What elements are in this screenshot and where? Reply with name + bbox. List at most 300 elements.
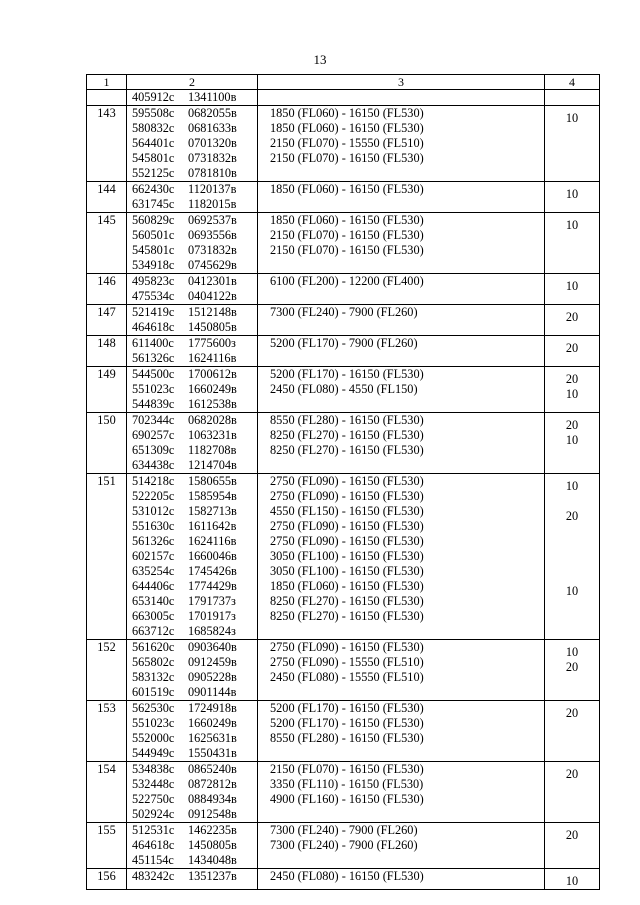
altitude-range: 5200 (FL170) - 16150 (FL530) xyxy=(270,716,424,730)
longitude-code: 1182015в xyxy=(188,197,237,211)
row-number: 152 xyxy=(97,640,116,654)
latitude-code: 521419c xyxy=(132,305,175,319)
altitude-range: 8250 (FL270) - 16150 (FL530) xyxy=(270,428,424,442)
limit-cell xyxy=(545,182,600,213)
page-number: 13 xyxy=(313,52,327,67)
limit-value: 20 xyxy=(565,372,579,386)
longitude-code: 1512148в xyxy=(188,305,237,319)
coordinate-pair xyxy=(132,197,257,212)
coordinates-cell xyxy=(127,90,258,106)
longitude-code: 1182708в xyxy=(188,443,237,457)
row-number-cell xyxy=(87,367,127,413)
limit-value xyxy=(545,494,599,509)
coordinate-pair xyxy=(132,549,257,564)
coordinate-pair xyxy=(132,243,257,258)
airspace-table xyxy=(86,74,600,890)
row-number-cell xyxy=(87,90,127,106)
coordinate-pair xyxy=(132,670,257,685)
altitude-range: 3350 (FL110) - 16150 (FL530) xyxy=(270,777,424,791)
longitude-code: 0412301в xyxy=(188,274,237,288)
coordinate-pair xyxy=(132,489,257,504)
latitude-code: 653140c xyxy=(132,594,175,608)
latitude-code: 663005c xyxy=(132,609,175,623)
longitude-code: 0404122в xyxy=(188,289,237,303)
limit-cell xyxy=(545,305,600,336)
limit-value: 20 xyxy=(565,767,579,781)
coordinate-pair xyxy=(132,504,257,519)
column-header-1: 1 xyxy=(87,75,127,90)
header-row xyxy=(87,75,600,90)
coordinates-cell xyxy=(127,182,258,213)
latitude-code: 595508c xyxy=(132,106,175,120)
latitude-code: 544839c xyxy=(132,397,175,411)
latitude-code: 634438c xyxy=(132,458,175,472)
latitude-code: 580832c xyxy=(132,121,175,135)
altitude-range: 2150 (FL070) - 16150 (FL530) xyxy=(270,762,424,776)
latitude-code: 475534c xyxy=(132,289,175,303)
altitude-range: 5200 (FL170) - 16150 (FL530) xyxy=(270,701,424,715)
coordinate-pair xyxy=(132,534,257,549)
limit-cell xyxy=(545,213,600,274)
table-row xyxy=(87,762,600,823)
longitude-code: 1701917з xyxy=(188,609,236,623)
altitude-range: 7300 (FL240) - 7900 (FL260) xyxy=(270,305,418,319)
limit-value: 10 xyxy=(565,645,579,659)
limit-value: 10 xyxy=(565,874,579,888)
altitude-range: 7300 (FL240) - 7900 (FL260) xyxy=(270,823,418,837)
limit-value: 10 xyxy=(565,479,579,493)
limit-cell xyxy=(545,823,600,869)
coordinate-pair xyxy=(132,320,257,335)
row-number: 147 xyxy=(97,305,116,319)
limit-value xyxy=(545,554,599,569)
latitude-code: 551630c xyxy=(132,519,175,533)
altitude-range: 2750 (FL090) - 16150 (FL530) xyxy=(270,519,424,533)
limit-cell xyxy=(545,274,600,305)
limit-value: 10 xyxy=(565,187,579,201)
row-number-cell xyxy=(87,213,127,274)
coordinates-cell xyxy=(127,762,258,823)
row-number: 143 xyxy=(97,106,116,120)
altitude-range: 2150 (FL070) - 16150 (FL530) xyxy=(270,228,424,242)
limit-cell xyxy=(545,640,600,701)
coordinate-pair xyxy=(132,594,257,609)
altitude-range-cell xyxy=(258,305,545,336)
coordinates-cell xyxy=(127,640,258,701)
latitude-code: 534918c xyxy=(132,258,175,272)
latitude-code: 451154c xyxy=(132,853,174,867)
row-number: 151 xyxy=(97,474,116,488)
latitude-code: 531012c xyxy=(132,504,175,518)
row-number-cell xyxy=(87,823,127,869)
coordinate-pair xyxy=(132,443,257,458)
column-header-2: 2 xyxy=(127,75,258,90)
coordinates-cell xyxy=(127,213,258,274)
latitude-code: 690257c xyxy=(132,428,175,442)
altitude-range-cell xyxy=(258,823,545,869)
longitude-code: 1582713в xyxy=(188,504,237,518)
altitude-range-cell xyxy=(258,213,545,274)
row-number: 155 xyxy=(97,823,116,837)
latitude-code: 534838c xyxy=(132,762,175,776)
longitude-code: 1685824з xyxy=(188,624,236,638)
limit-value: 10 xyxy=(565,218,579,232)
limit-value: 10 xyxy=(565,279,579,293)
longitude-code: 1624116в xyxy=(188,351,237,365)
longitude-code: 0912548в xyxy=(188,807,237,821)
altitude-range: 4550 (FL150) - 16150 (FL530) xyxy=(270,504,424,518)
latitude-code: 562530c xyxy=(132,701,175,715)
longitude-code: 0731832в xyxy=(188,243,237,257)
altitude-range: 2150 (FL070) - 15550 (FL510) xyxy=(270,136,424,150)
table-row xyxy=(87,90,600,106)
row-number-cell xyxy=(87,413,127,474)
altitude-range: 8550 (FL280) - 16150 (FL530) xyxy=(270,731,424,745)
limit-value: 20 xyxy=(565,341,579,355)
altitude-range: 5200 (FL170) - 7900 (FL260) xyxy=(270,336,418,350)
longitude-code: 1120137в xyxy=(188,182,237,196)
coordinate-pair xyxy=(132,213,257,228)
coordinates-cell xyxy=(127,701,258,762)
coordinate-pair xyxy=(132,701,257,716)
longitude-code: 0731832в xyxy=(188,151,237,165)
column-header-3: 3 xyxy=(258,75,545,90)
coordinates-cell xyxy=(127,367,258,413)
latitude-code: 544949c xyxy=(132,746,175,760)
limit-value: 10 xyxy=(565,433,579,447)
table-row xyxy=(87,305,600,336)
altitude-range: 8550 (FL280) - 16150 (FL530) xyxy=(270,413,424,427)
altitude-range-cell xyxy=(258,640,545,701)
longitude-code: 0901144в xyxy=(188,685,237,699)
latitude-code: 561326c xyxy=(132,534,175,548)
altitude-range: 1850 (FL060) - 16150 (FL530) xyxy=(270,579,424,593)
altitude-range: 8250 (FL270) - 16150 (FL530) xyxy=(270,594,424,608)
latitude-code: 611400c xyxy=(132,336,174,350)
longitude-code: 0865240в xyxy=(188,762,237,776)
coordinate-pair xyxy=(132,792,257,807)
coordinate-pair xyxy=(132,640,257,655)
latitude-code: 560829c xyxy=(132,213,175,227)
altitude-range-cell xyxy=(258,413,545,474)
altitude-range-cell xyxy=(258,701,545,762)
altitude-range-cell xyxy=(258,336,545,367)
altitude-range: 1850 (FL060) - 16150 (FL530) xyxy=(270,121,424,135)
coordinate-pair xyxy=(132,136,257,151)
coordinate-pair xyxy=(132,458,257,473)
row-number: 154 xyxy=(97,762,116,776)
table-row xyxy=(87,413,600,474)
altitude-range-cell xyxy=(258,762,545,823)
latitude-code: 631745c xyxy=(132,197,175,211)
table-row xyxy=(87,274,600,305)
coordinates-cell xyxy=(127,305,258,336)
coordinate-pair xyxy=(132,166,257,181)
row-number: 146 xyxy=(97,274,116,288)
limit-cell xyxy=(545,762,600,823)
coordinate-pair xyxy=(132,716,257,731)
row-number-cell xyxy=(87,305,127,336)
coordinate-pair xyxy=(132,228,257,243)
limit-value: 20 xyxy=(565,706,579,720)
latitude-code: 565802c xyxy=(132,655,175,669)
altitude-range: 5200 (FL170) - 16150 (FL530) xyxy=(270,367,424,381)
altitude-range-cell xyxy=(258,474,545,640)
limit-cell xyxy=(545,701,600,762)
longitude-code: 1550431в xyxy=(188,746,237,760)
limit-value: 10 xyxy=(565,387,579,401)
altitude-range-cell xyxy=(258,90,545,106)
limit-value xyxy=(545,539,599,554)
altitude-range: 7300 (FL240) - 7900 (FL260) xyxy=(270,838,418,852)
row-number-cell xyxy=(87,182,127,213)
row-number: 144 xyxy=(97,182,116,196)
limit-cell xyxy=(545,474,600,640)
row-number-cell xyxy=(87,336,127,367)
coordinate-pair xyxy=(132,90,257,105)
table-row xyxy=(87,367,600,413)
latitude-code: 522750c xyxy=(132,792,175,806)
coordinate-pair xyxy=(132,685,257,700)
coordinates-cell xyxy=(127,474,258,640)
altitude-range: 2750 (FL090) - 15550 (FL510) xyxy=(270,655,424,669)
coordinates-cell xyxy=(127,336,258,367)
table-row xyxy=(87,336,600,367)
latitude-code: 662430c xyxy=(132,182,175,196)
limit-value: 20 xyxy=(565,509,579,523)
altitude-range: 2750 (FL090) - 16150 (FL530) xyxy=(270,640,424,654)
longitude-code: 1450805в xyxy=(188,838,237,852)
longitude-code: 0692537в xyxy=(188,213,237,227)
longitude-code: 1462235в xyxy=(188,823,237,837)
longitude-code: 1745426в xyxy=(188,564,237,578)
coordinates-cell xyxy=(127,413,258,474)
latitude-code: 502924c xyxy=(132,807,175,821)
altitude-range: 2750 (FL090) - 16150 (FL530) xyxy=(270,534,424,548)
limit-cell xyxy=(545,90,600,106)
altitude-range-cell xyxy=(258,367,545,413)
longitude-code: 1063231в xyxy=(188,428,237,442)
longitude-code: 1660249в xyxy=(188,382,237,396)
latitude-code: 564401c xyxy=(132,136,175,150)
coordinates-cell xyxy=(127,869,258,890)
longitude-code: 1624116в xyxy=(188,534,237,548)
latitude-code: 551023c xyxy=(132,382,175,396)
longitude-code: 0884934в xyxy=(188,792,237,806)
longitude-code: 1612538в xyxy=(188,397,237,411)
row-number: 145 xyxy=(97,213,116,227)
coordinates-cell xyxy=(127,274,258,305)
longitude-code: 0905228в xyxy=(188,670,237,684)
longitude-code: 1450805в xyxy=(188,320,237,334)
longitude-code: 1611642в xyxy=(188,519,237,533)
longitude-code: 1775600з xyxy=(188,336,236,350)
coordinate-pair xyxy=(132,258,257,273)
coordinate-pair xyxy=(132,474,257,489)
longitude-code: 1774429в xyxy=(188,579,237,593)
longitude-code: 0781810в xyxy=(188,166,237,180)
latitude-code: 552000c xyxy=(132,731,175,745)
limit-value: 10 xyxy=(565,584,579,598)
altitude-range: 6100 (FL200) - 12200 (FL400) xyxy=(270,274,424,288)
latitude-code: 644406c xyxy=(132,579,175,593)
limit-value: 20 xyxy=(565,418,579,432)
coordinate-pair xyxy=(132,106,257,121)
altitude-range-cell xyxy=(258,869,545,890)
coordinate-pair xyxy=(132,351,257,366)
coordinate-pair xyxy=(132,428,257,443)
longitude-code: 1580655в xyxy=(188,474,237,488)
latitude-code: 483242c xyxy=(132,869,175,883)
longitude-code: 0745629в xyxy=(188,258,237,272)
latitude-code: 651309c xyxy=(132,443,175,457)
latitude-code: 561620c xyxy=(132,640,175,654)
coordinate-pair xyxy=(132,823,257,838)
coordinate-pair xyxy=(132,655,257,670)
coordinate-pair xyxy=(132,746,257,761)
latitude-code: 545801c xyxy=(132,243,175,257)
limit-cell xyxy=(545,106,600,182)
latitude-code: 532448c xyxy=(132,777,175,791)
coordinate-pair xyxy=(132,807,257,822)
coordinate-pair xyxy=(132,367,257,382)
row-number: 149 xyxy=(97,367,116,381)
row-number-cell xyxy=(87,701,127,762)
latitude-code: 514218c xyxy=(132,474,175,488)
latitude-code: 405912c xyxy=(132,90,175,104)
longitude-code: 1660046в xyxy=(188,549,237,563)
row-number-cell xyxy=(87,640,127,701)
row-number: 156 xyxy=(97,869,116,883)
table-row xyxy=(87,701,600,762)
altitude-range: 8250 (FL270) - 16150 (FL530) xyxy=(270,609,424,623)
altitude-range: 8250 (FL270) - 16150 (FL530) xyxy=(270,443,424,457)
row-number: 148 xyxy=(97,336,116,350)
coordinate-pair xyxy=(132,413,257,428)
row-number: 153 xyxy=(97,701,116,715)
longitude-code: 0682055в xyxy=(188,106,237,120)
limit-value: 20 xyxy=(565,310,579,324)
latitude-code: 602157c xyxy=(132,549,175,563)
table-row xyxy=(87,869,600,890)
coordinate-pair xyxy=(132,869,257,884)
coordinate-pair xyxy=(132,853,257,868)
table-row xyxy=(87,106,600,182)
latitude-code: 551023c xyxy=(132,716,175,730)
longitude-code: 1585954в xyxy=(188,489,237,503)
coordinate-pair xyxy=(132,762,257,777)
row-number-cell xyxy=(87,762,127,823)
longitude-code: 1700612в xyxy=(188,367,237,381)
longitude-code: 0912459в xyxy=(188,655,237,669)
limit-value: 10 xyxy=(565,111,579,125)
table-row xyxy=(87,474,600,640)
coordinate-pair xyxy=(132,151,257,166)
longitude-code: 1214704в xyxy=(188,458,237,472)
limit-value: 20 xyxy=(565,828,579,842)
latitude-code: 464618c xyxy=(132,320,175,334)
column-header-4: 4 xyxy=(545,75,600,90)
latitude-code: 663712c xyxy=(132,624,175,638)
row-number: 150 xyxy=(97,413,116,427)
latitude-code: 583132c xyxy=(132,670,175,684)
altitude-range: 2150 (FL070) - 16150 (FL530) xyxy=(270,151,424,165)
coordinate-pair xyxy=(132,305,257,320)
altitude-range: 4900 (FL160) - 16150 (FL530) xyxy=(270,792,424,806)
longitude-code: 1351237в xyxy=(188,869,237,883)
row-number-cell xyxy=(87,474,127,640)
latitude-code: 702344c xyxy=(132,413,175,427)
latitude-code: 464618c xyxy=(132,838,175,852)
altitude-range: 3050 (FL100) - 16150 (FL530) xyxy=(270,549,424,563)
limit-value: 20 xyxy=(565,660,579,674)
altitude-range: 1850 (FL060) - 16150 (FL530) xyxy=(270,213,424,227)
altitude-range: 2750 (FL090) - 16150 (FL530) xyxy=(270,489,424,503)
longitude-code: 0903640в xyxy=(188,640,237,654)
latitude-code: 522205c xyxy=(132,489,175,503)
coordinate-pair xyxy=(132,519,257,534)
coordinate-pair xyxy=(132,121,257,136)
table-row xyxy=(87,213,600,274)
table-row xyxy=(87,823,600,869)
longitude-code: 0701320в xyxy=(188,136,237,150)
altitude-range: 2450 (FL080) - 16150 (FL530) xyxy=(270,869,424,883)
latitude-code: 545801c xyxy=(132,151,175,165)
latitude-code: 495823c xyxy=(132,274,175,288)
longitude-code: 1724918в xyxy=(188,701,237,715)
longitude-code: 1625631в xyxy=(188,731,237,745)
latitude-code: 544500c xyxy=(132,367,175,381)
latitude-code: 552125c xyxy=(132,166,175,180)
row-number-cell xyxy=(87,106,127,182)
coordinate-pair xyxy=(132,274,257,289)
coordinate-pair xyxy=(132,579,257,594)
longitude-code: 0872812в xyxy=(188,777,237,791)
latitude-code: 601519c xyxy=(132,685,175,699)
limit-cell xyxy=(545,367,600,413)
longitude-code: 1791737з xyxy=(188,594,236,608)
table-row xyxy=(87,640,600,701)
longitude-code: 1434048в xyxy=(188,853,237,867)
coordinate-pair xyxy=(132,609,257,624)
coordinates-cell xyxy=(127,106,258,182)
altitude-range: 2450 (FL080) - 15550 (FL510) xyxy=(270,670,424,684)
altitude-range-cell xyxy=(258,182,545,213)
altitude-range: 1850 (FL060) - 16150 (FL530) xyxy=(270,182,424,196)
altitude-range: 2450 (FL080) - 4550 (FL150) xyxy=(270,382,418,396)
limit-cell xyxy=(545,869,600,890)
coordinate-pair xyxy=(132,382,257,397)
limit-value xyxy=(545,524,599,539)
latitude-code: 561326c xyxy=(132,351,175,365)
altitude-range: 3050 (FL100) - 16150 (FL530) xyxy=(270,564,424,578)
altitude-range: 2750 (FL090) - 16150 (FL530) xyxy=(270,474,424,488)
coordinate-pair xyxy=(132,624,257,639)
latitude-code: 635254c xyxy=(132,564,175,578)
coordinate-pair xyxy=(132,731,257,746)
coordinate-pair xyxy=(132,564,257,579)
longitude-code: 1341100в xyxy=(188,90,237,104)
row-number-cell xyxy=(87,869,127,890)
longitude-code: 1660249в xyxy=(188,716,237,730)
altitude-range-cell xyxy=(258,106,545,182)
coordinate-pair xyxy=(132,182,257,197)
coordinate-pair xyxy=(132,397,257,412)
row-number-cell xyxy=(87,274,127,305)
table-row xyxy=(87,182,600,213)
coordinate-pair xyxy=(132,336,257,351)
longitude-code: 0693556в xyxy=(188,228,237,242)
